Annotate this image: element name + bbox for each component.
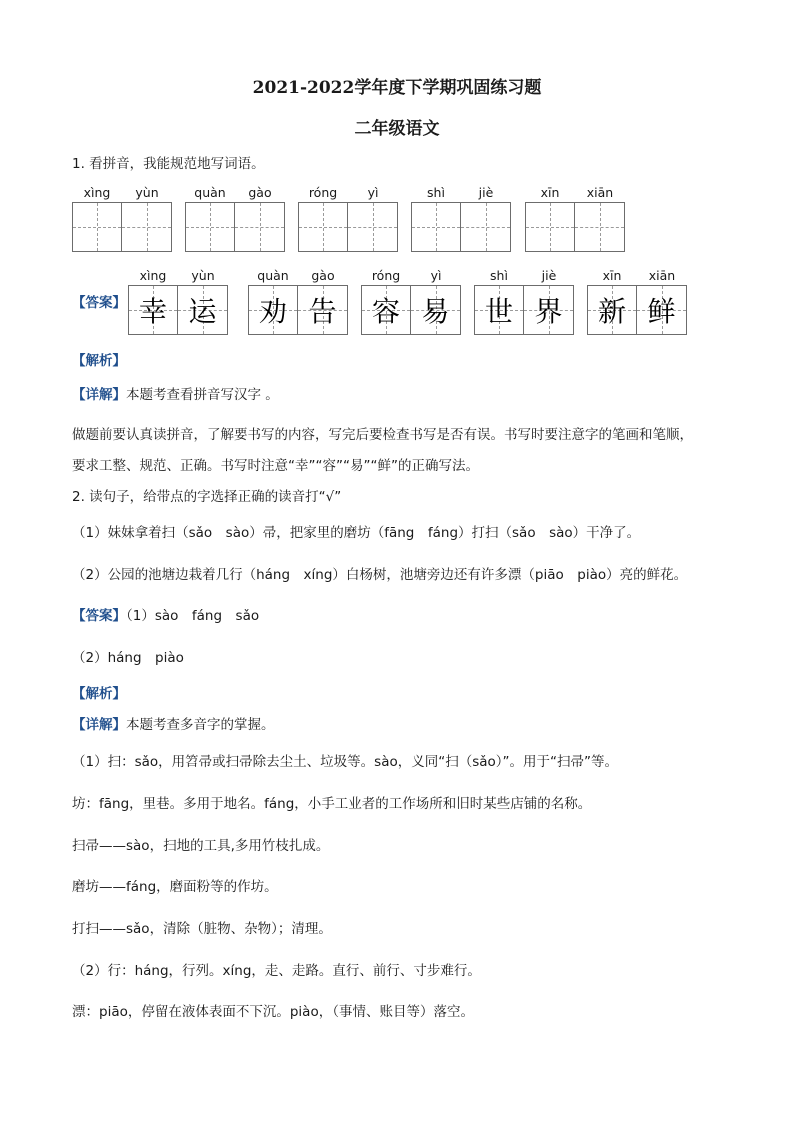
pinyin: yùn: [191, 268, 215, 283]
pinyin: xiān: [648, 268, 676, 283]
pinyin: xìng: [139, 268, 167, 283]
pinyin: yì: [367, 185, 379, 200]
pinyin: yì: [430, 268, 442, 283]
document-subtitle: 二年级语文: [354, 119, 440, 139]
answer-line-1: [72, 604, 259, 624]
pinyin: gào: [248, 185, 272, 200]
answer-character: 易: [421, 295, 450, 328]
answer-character: 劝: [258, 295, 287, 328]
explanation-paragraph: 要求工整、规范、正确。书写时注意“幸”“容”“易”“鲜”的正确写法。: [72, 458, 479, 474]
analysis-tag: 【解析】: [72, 353, 126, 369]
explanation-line: （1）扫：sǎo，用笤帚或扫帚除去尘土、垃圾等。sào，义同“扫（sǎo）”。用于“扫帚”等。: [72, 754, 619, 770]
writing-grid[interactable]: [185, 202, 285, 252]
pinyin: jiè: [541, 268, 557, 283]
pinyin: xìng: [83, 185, 111, 200]
pinyin: xīn: [602, 268, 622, 283]
analysis-tag: 【解析】: [72, 686, 126, 702]
writing-grid[interactable]: [525, 202, 625, 252]
answer-tag: 【答案】: [72, 295, 126, 311]
explanation-line: 磨坊——fáng，磨面粉等的作坊。: [72, 879, 278, 895]
pinyin: xīn: [540, 185, 560, 200]
question-1-prompt: 1. 看拼音，我能规范地写词语。: [72, 156, 265, 172]
detail-text: 本题考查多音字的掌握。: [126, 717, 275, 733]
pinyin: róng: [308, 185, 338, 200]
answer-grid: [587, 285, 687, 335]
answer-character: 运: [188, 295, 217, 328]
answer-character: 容: [371, 295, 400, 328]
pinyin: quàn: [257, 268, 289, 283]
answer-tag: 【答案】: [72, 608, 126, 624]
detail-tag: 【详解】: [72, 717, 126, 733]
explanation-line: 坊：fāng，里巷。多用于地名。fáng，小手工业者的工作场所和旧时某些店铺的名称。: [72, 796, 592, 812]
pinyin: shì: [490, 268, 508, 283]
explanation-line: 漂：piāo，停留在液体表面不下沉。piào，（事情、账目等）落空。: [72, 1004, 474, 1020]
document-title: 2021-2022学年度下学期巩固练习题: [252, 78, 542, 98]
detail-line: [72, 713, 275, 733]
answer-character: 告: [308, 295, 337, 328]
answer-character: 鲜: [647, 295, 676, 328]
answer-grid: [128, 285, 228, 335]
writing-grid[interactable]: [411, 202, 511, 252]
pinyin: xiān: [586, 185, 614, 200]
answer-text: （1）sào fáng sǎo: [126, 608, 260, 624]
answer-line-2: （2）háng piào: [72, 650, 184, 666]
pinyin: quàn: [194, 185, 226, 200]
question-2-prompt: 2. 读句子，给带点的字选择正确的读音打“√”: [72, 489, 342, 505]
explanation-line: 打扫——sǎo，清除（脏物、杂物）；清理。: [72, 921, 332, 937]
pinyin: róng: [371, 268, 401, 283]
sentence-1: （1）妹妹拿着扫（sǎo sào）帚，把家里的磨坊（fāng fáng）打扫（sǎo sào）干净了。: [72, 525, 641, 541]
pinyin: yùn: [135, 185, 159, 200]
explanation-paragraph: 做题前要认真读拼音，了解要书写的内容，写完后要检查书写是否有误。书写时要注意字的笔画和笔顺，: [72, 427, 693, 443]
answer-grid: [248, 285, 348, 335]
explanation-line: （2）行：háng，行列。xíng，走、走路。直行、前行、寸步难行。: [72, 963, 481, 979]
sentence-2: （2）公园的池塘边栽着几行（háng xíng）白杨树，池塘旁边还有许多漂（piāo piào）亮的鲜花。: [72, 567, 688, 583]
answer-grid: [361, 285, 461, 335]
writing-grid[interactable]: [72, 202, 172, 252]
pinyin: shì: [427, 185, 445, 200]
detail-tag: 【详解】: [72, 387, 126, 403]
detail-line: [72, 383, 279, 403]
explanation-line: 扫帚——sào，扫地的工具,多用竹枝扎成。: [72, 838, 330, 854]
answer-character: 幸: [138, 295, 167, 328]
pinyin: gào: [311, 268, 335, 283]
answer-grid: [474, 285, 574, 335]
pinyin: jiè: [478, 185, 494, 200]
answer-character: 新: [597, 295, 626, 328]
answer-character: 世: [484, 295, 513, 328]
answer-character: 界: [534, 295, 563, 328]
detail-text: 本题考查看拼音写汉字 。: [126, 387, 279, 403]
writing-grid[interactable]: [298, 202, 398, 252]
